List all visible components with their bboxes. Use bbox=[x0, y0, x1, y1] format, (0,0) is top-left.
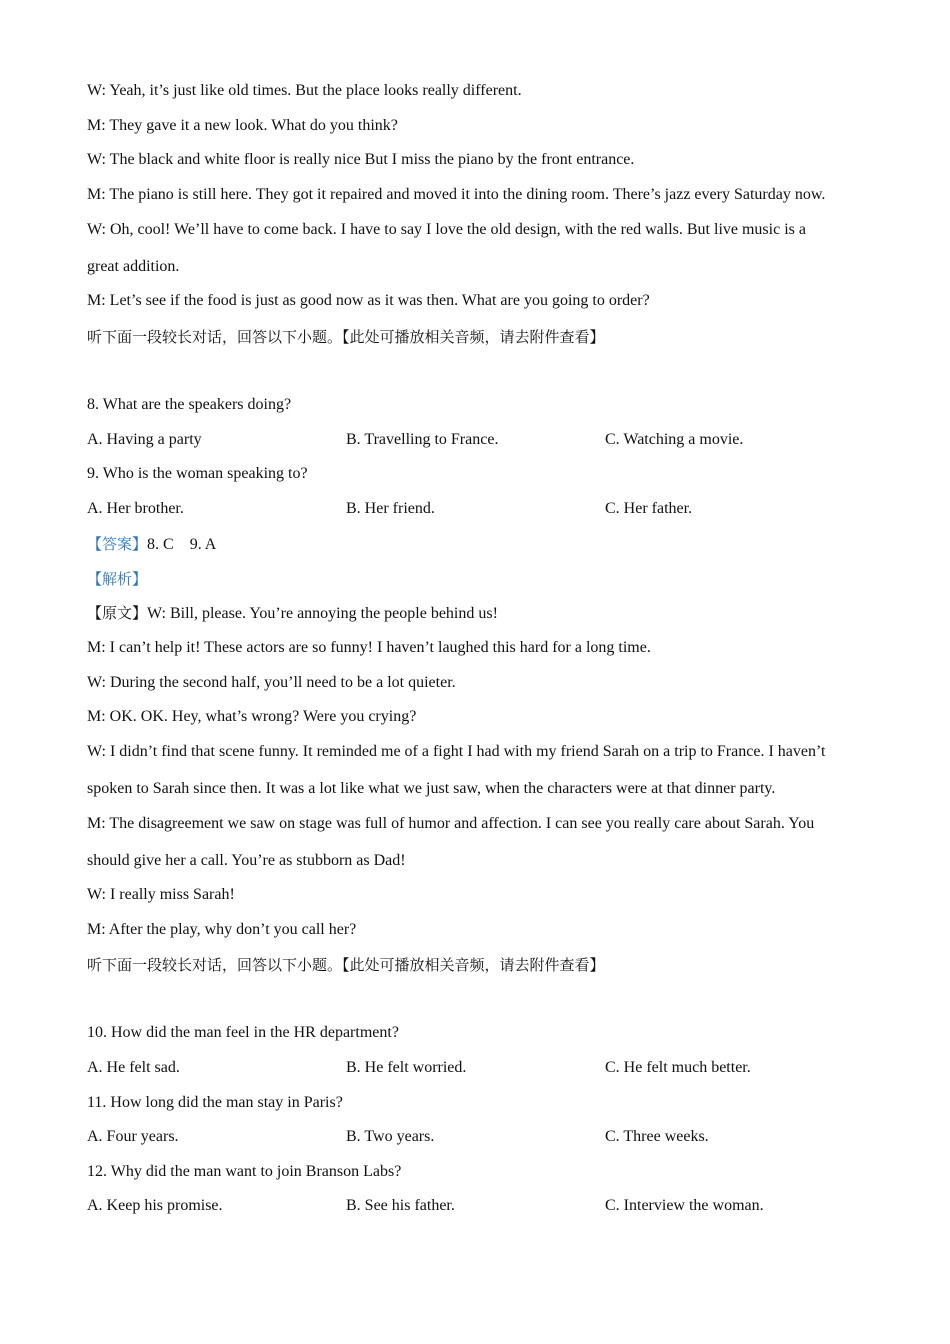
transcript-line: spoken to Sarah since then. It was a lot like what we just saw, when the characters were at that dinner party. bbox=[87, 780, 776, 797]
dialogue-line: great addition. bbox=[87, 258, 180, 275]
dialogue-line: W: Yeah, it’s just like old times. But the place looks really different. bbox=[87, 82, 522, 99]
transcript-line: should give her a call. You’re as stubborn as Dad! bbox=[87, 852, 406, 869]
transcript-label: 【原文】 bbox=[87, 604, 148, 622]
dialogue-line: W: The black and white floor is really nice But I miss the piano by the front entrance. bbox=[87, 151, 635, 168]
option-b: B. Travelling to France. bbox=[346, 431, 499, 448]
answer-label: 【答案】 bbox=[87, 535, 148, 553]
transcript-line: W: During the second half, you’ll need to be a lot quieter. bbox=[87, 674, 456, 691]
option-a: A. He felt sad. bbox=[87, 1059, 180, 1076]
question-9: 9. Who is the woman speaking to? bbox=[87, 465, 308, 482]
question-8: 8. What are the speakers doing? bbox=[87, 396, 292, 413]
transcript-line: M: I can’t help it! These actors are so funny! I haven’t laughed this hard for a long time. bbox=[87, 639, 651, 656]
option-b: B. Her friend. bbox=[346, 500, 435, 517]
dialogue-line: M: The piano is still here. They got it repaired and moved it into the dining room. There’s jazz every Saturday now. bbox=[87, 186, 826, 203]
option-b: B. He felt worried. bbox=[346, 1059, 467, 1076]
transcript-line: M: OK. OK. Hey, what’s wrong? Were you crying? bbox=[87, 708, 417, 725]
option-c: C. Three weeks. bbox=[605, 1128, 709, 1145]
dialogue-line: M: They gave it a new look. What do you think? bbox=[87, 117, 398, 134]
option-c: C. He felt much better. bbox=[605, 1059, 751, 1076]
transcript-line: M: After the play, why don’t you call her? bbox=[87, 921, 357, 938]
option-c: C. Her father. bbox=[605, 500, 693, 517]
question-10: 10. How did the man feel in the HR department? bbox=[87, 1024, 399, 1041]
transcript-line: M: The disagreement we saw on stage was full of humor and affection. I can see you really care about Sarah. You bbox=[87, 815, 815, 832]
listening-instruction: 听下面一段较长对话，回答以下小题。【此处可播放相关音频，请去附件查看】 bbox=[87, 328, 605, 346]
option-a: A. Keep his promise. bbox=[87, 1197, 223, 1214]
transcript-line: W: I really miss Sarah! bbox=[87, 886, 235, 903]
question-11: 11. How long did the man stay in Paris? bbox=[87, 1094, 343, 1111]
answer-line bbox=[87, 534, 216, 555]
option-b: B. See his father. bbox=[346, 1197, 455, 1214]
dialogue-line: W: Oh, cool! We’ll have to come back. I have to say I love the old design, with the red walls. But live music is a bbox=[87, 221, 806, 238]
option-a: A. Her brother. bbox=[87, 500, 184, 517]
listening-instruction: 听下面一段较长对话，回答以下小题。【此处可播放相关音频，请去附件查看】 bbox=[87, 956, 605, 974]
dialogue-line: M: Let’s see if the food is just as good now as it was then. What are you going to order? bbox=[87, 292, 650, 309]
question-12: 12. Why did the man want to join Branson Labs? bbox=[87, 1163, 402, 1180]
answer-text: 8. C 9. A bbox=[147, 536, 217, 553]
transcript-first-line bbox=[87, 603, 498, 624]
transcript-text: W: Bill, please. You’re annoying the people behind us! bbox=[147, 605, 498, 622]
option-c: C. Watching a movie. bbox=[605, 431, 744, 448]
transcript-line: W: I didn’t find that scene funny. It reminded me of a fight I had with my friend Sarah on a trip to France. I haven’t bbox=[87, 743, 826, 760]
option-c: C. Interview the woman. bbox=[605, 1197, 764, 1214]
option-a: A. Four years. bbox=[87, 1128, 179, 1145]
option-a: A. Having a party bbox=[87, 431, 202, 448]
analysis-label: 【解析】 bbox=[87, 570, 148, 588]
option-b: B. Two years. bbox=[346, 1128, 435, 1145]
